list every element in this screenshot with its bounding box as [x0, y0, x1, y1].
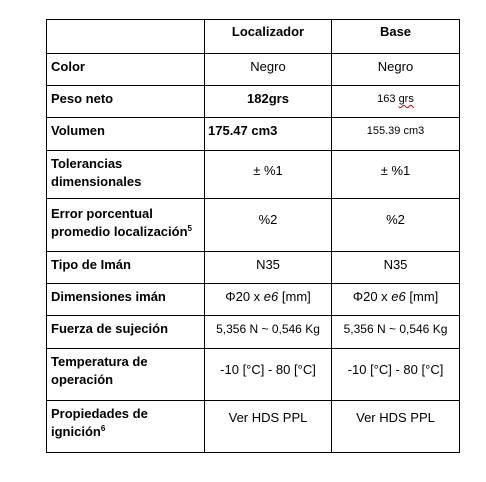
- row-label-propiedades: [47, 401, 205, 453]
- footnote-marker: 5: [187, 224, 192, 233]
- dim-suffix: [mm]: [405, 289, 439, 304]
- cell-localizador-tipo-iman: N35: [205, 252, 332, 284]
- cell-localizador-fuerza: 5,356 N ~ 0,546 Kg: [205, 316, 332, 349]
- cell-localizador-dimensiones: [205, 284, 332, 316]
- row-label-line2: ignición: [51, 424, 101, 439]
- cell-base-temperatura: -10 [°C] - 80 [°C]: [332, 349, 460, 401]
- row-label-line1: Propiedades de: [51, 406, 148, 421]
- row-label-fuerza: Fuerza de sujeción: [47, 316, 205, 349]
- cell-base-peso-neto: [332, 86, 460, 118]
- footnote-marker: 6: [100, 424, 106, 433]
- row-label-error: [47, 199, 205, 252]
- base-peso-unit: grs: [398, 93, 414, 105]
- row-label-peso-neto: Peso neto: [47, 86, 205, 118]
- table-row: [47, 284, 460, 316]
- base-peso-value: 163: [377, 93, 399, 105]
- cell-base-dimensiones: [332, 284, 460, 316]
- row-label-tipo-iman: Tipo de Imán: [47, 252, 205, 284]
- cell-localizador-propiedades: Ver HDS PPL: [205, 401, 332, 453]
- table-row: [47, 199, 460, 252]
- row-label-line1: Tolerancias: [51, 156, 123, 171]
- cell-localizador-temperatura: -10 [°C] - 80 [°C]: [205, 349, 332, 401]
- cell-base-tolerancias: ± %1: [332, 151, 460, 199]
- row-label-line1: Error porcentual: [51, 206, 153, 221]
- cell-localizador-volumen: 175.47 cm3: [205, 118, 332, 151]
- table-row: [47, 151, 460, 199]
- cell-base-fuerza: 5,356 N ~ 0,546 Kg: [332, 316, 460, 349]
- cell-base-color: Negro: [332, 54, 460, 86]
- dim-italic: e6: [263, 289, 279, 304]
- specifications-table: [46, 19, 460, 453]
- dim-prefix: Φ20 x: [352, 289, 392, 304]
- cell-localizador-error: %2: [205, 199, 332, 252]
- cell-localizador-peso-neto: 182grs: [205, 86, 332, 118]
- table-row: [47, 86, 460, 118]
- row-label-line2: operación: [51, 372, 114, 387]
- dim-suffix: [mm]: [278, 289, 311, 304]
- table-row: [47, 349, 460, 401]
- corner-cell: [47, 20, 205, 54]
- table-row: [47, 316, 460, 349]
- cell-base-tipo-iman: N35: [332, 252, 460, 284]
- dim-prefix: Φ20 x: [225, 289, 264, 304]
- cell-localizador-tolerancias: ± %1: [205, 151, 332, 199]
- cell-base-propiedades: Ver HDS PPL: [332, 401, 460, 453]
- column-header-localizador: Localizador: [205, 20, 332, 54]
- cell-localizador-color: Negro: [205, 54, 332, 86]
- table-row: [47, 54, 460, 86]
- row-label-temperatura: [47, 349, 205, 401]
- row-label-line2: dimensionales: [51, 174, 142, 189]
- row-label-color: Color: [47, 54, 205, 86]
- dim-italic: e6: [391, 289, 406, 304]
- cell-base-volumen: 155.39 cm3: [332, 118, 460, 151]
- table-row: [47, 252, 460, 284]
- table-row: [47, 401, 460, 453]
- row-label-volumen: Volumen: [47, 118, 205, 151]
- cell-base-error: %2: [332, 199, 460, 252]
- row-label-dimensiones-iman: Dimensiones imán: [47, 284, 205, 316]
- row-label-tolerancias: [47, 151, 205, 199]
- row-label-line2: promedio localización: [51, 224, 188, 239]
- column-header-base: Base: [332, 20, 460, 54]
- table-row: [47, 118, 460, 151]
- row-label-line1: Temperatura de: [51, 354, 148, 369]
- header-row: [47, 20, 460, 54]
